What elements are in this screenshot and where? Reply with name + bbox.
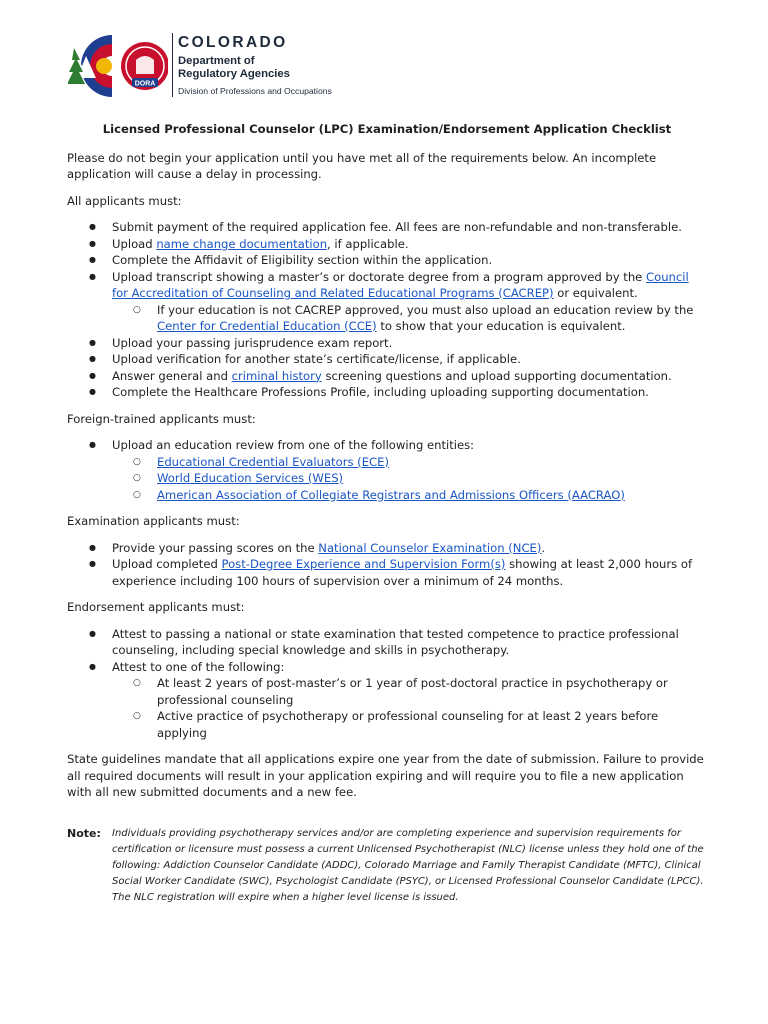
sub-list-item (157, 470, 707, 487)
cacrep-link[interactable]: Council for Accreditation of Counseling and Related Educational Programs (CACREP) (112, 269, 689, 300)
sub-list (112, 454, 707, 504)
brand-division: Division of Professions and Occupations (178, 86, 332, 96)
endorse-heading: Endorsement applicants must: (67, 600, 245, 614)
list-item: ● Upload name change documentation, if applicable. (112, 236, 707, 253)
document-title: Licensed Professional Counselor (LPC) Examination/Endorsement Application Checklist (102, 122, 672, 136)
supervision-form-link[interactable]: Post-Degree Experience and Supervision Form(s) (221, 557, 506, 571)
note-label: Note: (67, 827, 101, 840)
brand-dept-line1: Department of (178, 55, 255, 67)
header-divider (172, 33, 173, 97)
nce-link[interactable]: National Counselor Examination (NCE) (318, 540, 542, 555)
ece-link[interactable]: Educational Credential Evaluators (ECE) (157, 454, 389, 469)
all-applicants-heading: All applicants must: (67, 193, 182, 208)
sub-list-item: ○ Active practice of psychotherapy or professional counseling for at least 2 years before applying (157, 708, 707, 741)
foreign-list (67, 437, 707, 503)
sub-list-item (157, 487, 707, 504)
list-item: ● Upload completed Post-Degree Experience and Supervision Form(s) showing at least 2,000 hours of experience including 100 hours of supervision over a minimum of 24 months. (112, 556, 707, 589)
aacrao-link[interactable]: American Association of Collegiate Registrars and Admissions Officers (AACRAO) (157, 487, 625, 502)
list-item: ● Attest to passing a national or state examination that tested competence to practice professional counseling, including special knowledge and skills in psychotherapy. (112, 626, 707, 659)
header (68, 30, 388, 102)
list-item: ● Upload transcript showing a master’s or doctorate degree from a program approved by the Council for Accreditation of Counseling and Related Educational Programs (CACREP) or equivalent. ○ If your education is not CACREP approved, you must also upload an education review by the Center for Credential Education (CCE) to show that your education is equivalent. (112, 269, 707, 335)
exam-heading: Examination applicants must: (67, 514, 240, 528)
sub-list-item (157, 454, 707, 471)
sub-list (112, 302, 707, 335)
exam-list (67, 540, 707, 590)
list-item: ● Provide your passing scores on the National Counselor Examination (NCE). (112, 540, 707, 557)
checklist-body (67, 121, 707, 811)
sub-list (112, 675, 707, 741)
list-item: ● Upload verification for another state’s certificate/license, if applicable. (112, 351, 707, 368)
logo-badge-text: DORA (134, 80, 156, 88)
list-item: ● Complete the Affidavit of Eligibility section within the application. (112, 252, 707, 269)
list-item: ● Upload an education review from one of the following entities: ○ Educational Credential Evaluators (ECE) ○ World Education Services (WES) ○ American Association of Collegiate Registrars and Admissions Officers (AACRAO) (112, 437, 707, 503)
cce-link[interactable]: Center for Credential Education (CCE) (157, 319, 377, 333)
brand-state: COLORADO (178, 34, 288, 51)
criminal-history-link[interactable]: criminal history (231, 368, 322, 383)
note-block (67, 826, 707, 906)
brand-block (178, 34, 332, 96)
list-item: ● Attest to one of the following: ○ At least 2 years of post-master’s or 1 year of post-doctoral practice in psychotherapy or professional counseling ○ Active practice of psychotherapy or professional counseling for at least 2 years before applying (112, 659, 707, 742)
list-item: ● Answer general and criminal history screening questions and upload supporting documentation. (112, 368, 707, 385)
sub-list-item: ○ If your education is not CACREP approved, you must also upload an education review by the Center for Credential Education (CCE) to show that your education is equivalent. (157, 302, 707, 335)
list-item: ● Submit payment of the required application fee. All fees are non-refundable and non-transferable. (112, 219, 707, 236)
foreign-heading: Foreign-trained applicants must: (67, 411, 256, 426)
guidelines-paragraph: State guidelines mandate that all applications expire one year from the date of submission. Failure to provide all required documents will result in your application expiring and will require you to file a new application with all new submitted documents and a new fee. (67, 752, 704, 799)
brand-dept-line2: Regulatory Agencies (178, 68, 290, 80)
name-change-link[interactable]: name change documentation (156, 236, 328, 251)
list-item: ● Upload your passing jurisprudence exam report. (112, 335, 707, 352)
colorado-dora-logo (68, 30, 168, 102)
list-item: ● Complete the Healthcare Professions Profile, including uploading supporting documentation. (112, 384, 707, 401)
intro-paragraph: Please do not begin your application until you have met all of the requirements below. An incomplete application will cause a delay in processing. (67, 150, 657, 181)
wes-link[interactable]: World Education Services (WES) (157, 471, 344, 485)
sub-list-item: ○ At least 2 years of post-master’s or 1 year of post-doctoral practice in psychotherapy or professional counseling (157, 675, 707, 708)
endorse-list (67, 626, 707, 742)
all-applicants-list (67, 219, 707, 401)
note-text: Individuals providing psychotherapy services and/or are completing experience and supervision requirements for certification or licensure must possess a current Unlicensed Psychotherapist (NLC) license unless they hold one of the following: Addiction Counselor Candidate (ADDC), Colorado Marriage and Family Therapist Candidate (MFTC), Clinical Social Worker Candidate (SWC), Psychologist Candidate (PSYC), or Licensed Professional Counselor Candidate (LPCC). The NLC registration will expire when a higher level license is issued. (112, 828, 704, 903)
